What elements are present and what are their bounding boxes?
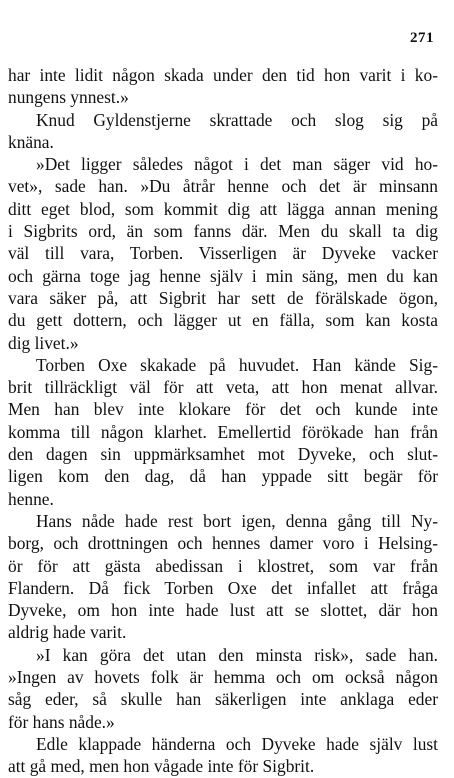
text-line: för hans nåde.» (8, 711, 115, 732)
text-line: och gärna toge jag henne själv i min säng, men du kan (8, 265, 438, 286)
text-line: knäna. (8, 131, 54, 152)
paragraph (8, 510, 438, 644)
text-line: henne. (8, 488, 54, 509)
text-line: ditt eget blod, som kommit dig att lägga annan mening (8, 198, 438, 219)
paragraph (8, 733, 438, 778)
text-line: ligen kom den dag, då han yppade sitt begär för (8, 466, 438, 487)
paragraph (8, 354, 438, 510)
paragraph (8, 153, 438, 354)
paragraph (8, 109, 438, 154)
paragraph (8, 644, 438, 733)
text-line: såg eder, så skulle han säkerligen inte anklaga eder (8, 689, 438, 710)
text-line: i Sigbrits ord, än som fanns där. Men du skall ta dig (8, 221, 438, 242)
text-line: dig livet.» (8, 332, 79, 353)
text-line: »Det ligger således något i det man säger vid ho- (36, 154, 438, 175)
text-line: väl till vara, Torben. Visserligen är Dyveke vacker (8, 243, 438, 264)
text-line: vara säker på, att Sigbrit har sett de förälskade ögon, (8, 287, 438, 308)
text-line: vet», sade han. »Du åtrår henne och det är minsann (8, 176, 438, 197)
body-text (8, 64, 438, 778)
page-number: 271 (410, 30, 434, 46)
text-line: Flandern. Då fick Torben Oxe det infallet att fråga (8, 577, 438, 598)
text-line: komma till någon klarhet. Emellertid förökade han från (8, 421, 438, 442)
text-line: Dyveke, om hon inte hade lust att se slottet, där hon (8, 600, 438, 621)
text-line: brit tillräckligt väl för att veta, att hon menat allvar. (8, 377, 438, 398)
text-line: Torben Oxe skakade på huvudet. Han kände Sig- (36, 354, 438, 375)
text-line: aldrig hade varit. (8, 622, 127, 643)
text-line: Edle klappade händerna och Dyveke hade själv lust (36, 733, 438, 754)
text-line: Knud Gyldenstjerne skrattade och slog sig på (36, 109, 438, 130)
text-line: ör för att gästa abedissan i klostret, som var från (8, 555, 438, 576)
text-line: har inte lidit någon skada under den tid hon varit i ko- (8, 65, 438, 85)
text-line: att gå med, men hon vågade inte för Sigbrit. (8, 756, 315, 777)
paragraph (8, 64, 438, 109)
text-line: »I kan göra det utan den minsta risk», sade han. (36, 644, 438, 665)
text-line: »Ingen av hovets folk är hemma och om också någon (8, 667, 438, 688)
text-line: den dagen sin uppmärksamhet mot Dyveke, och slut- (8, 444, 438, 465)
text-line: borg, och drottningen och hennes damer voro i Helsing- (8, 533, 438, 554)
text-line: Hans nåde hade rest bort igen, denna gång till Ny- (36, 510, 438, 531)
text-line: nungens ynnest.» (8, 87, 129, 108)
text-line: du gett dottern, och lägger ut en fälla, som kan kosta (8, 310, 438, 331)
text-line: Men han blev inte klokare för det och kunde inte (8, 399, 438, 420)
